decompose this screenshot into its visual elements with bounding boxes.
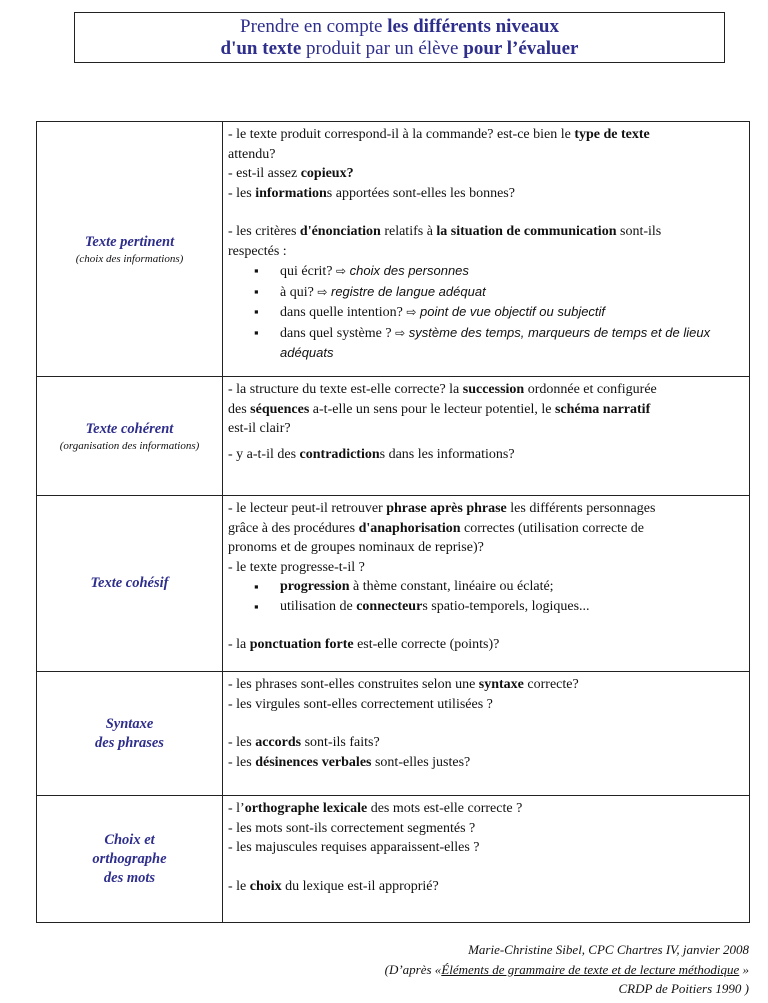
text-run: ordonnée et configurée <box>524 382 657 397</box>
text-run: point de vue objectif ou subjectif <box>416 304 606 319</box>
text-run: produit par un élève <box>301 38 464 59</box>
criterion-title: des phrases <box>95 734 164 751</box>
evaluation-table <box>36 121 750 923</box>
text-run: correcte? <box>523 677 579 692</box>
list-item <box>280 302 743 323</box>
criterion-title: Texte pertinent <box>84 233 175 250</box>
criterion-questions <box>223 496 750 672</box>
text-run: - les phrases sont-elles construites selon une <box>228 677 479 692</box>
criterion-questions <box>223 796 750 923</box>
text-run: - le texte progresse-t-il ? <box>228 559 365 575</box>
criterion-questions <box>223 672 750 796</box>
text-run: sont-elles justes? <box>371 754 471 770</box>
list-item <box>280 323 743 364</box>
bold-text: d'un texte <box>220 38 302 59</box>
text-run: correctes (utilisation correcte de <box>460 520 644 536</box>
text-run: choix des personnes <box>346 263 469 278</box>
bullet-list <box>228 577 743 616</box>
bold-text: d'énonciation <box>299 224 381 239</box>
question-line <box>228 380 743 400</box>
text-run: - les critères <box>228 224 300 239</box>
criterion-title: Texte cohérent <box>85 420 174 437</box>
text-run: respectés : <box>228 243 287 259</box>
text-run: utilisation de <box>280 598 357 614</box>
text-run: est-il clair? <box>228 421 291 436</box>
question-line <box>228 184 743 204</box>
criterion-label <box>37 496 223 672</box>
text-run: système des temps, marqueurs de temps et de lieux adéquats <box>280 324 711 360</box>
text-run: - les majuscules requises apparaissent-elles ? <box>228 840 480 855</box>
text-run: - est-il assez <box>228 166 301 181</box>
list-item <box>280 282 743 303</box>
bold-text: type de texte <box>574 127 650 142</box>
text-run: - les mots sont-ils correctement segmentés ? <box>228 820 476 836</box>
text-run: des mots est-elle correcte ? <box>367 801 523 816</box>
bold-text: syntaxe <box>478 677 524 692</box>
spacer <box>228 858 743 877</box>
question-line <box>228 733 743 753</box>
text-run: dans quel système ? <box>280 325 396 341</box>
text-run: à qui? <box>280 284 318 300</box>
text-run: sont-ils <box>616 224 662 239</box>
list-item <box>280 261 743 282</box>
bold-text: la situation de communication <box>436 224 617 239</box>
question-line <box>228 558 743 578</box>
text-run: - le texte produit correspond-il à la commande? est-ce bien le <box>228 127 575 142</box>
bold-text: désinences verbales <box>255 754 372 770</box>
text-run: grâce à des procédures <box>228 520 359 536</box>
table-row <box>37 377 750 496</box>
question-line <box>228 125 743 145</box>
criterion-questions <box>223 122 750 377</box>
text-run: - les virgules sont-elles correctement utilisées ? <box>228 696 493 712</box>
text-run: - le lecteur peut-il retrouver <box>228 501 387 516</box>
text-run: les différents personnages <box>506 501 656 516</box>
footer-credit <box>385 940 749 999</box>
table-row <box>37 496 750 672</box>
text-run: - les <box>228 185 256 201</box>
bold-text: progression <box>280 579 350 594</box>
spacer <box>228 714 743 733</box>
text-run: relatifs à <box>380 224 437 239</box>
question-line <box>228 799 743 819</box>
text-run: du lexique est-il approprié? <box>281 878 439 894</box>
text-run: s dans les informations? <box>379 446 515 462</box>
title-line-1 <box>75 16 724 38</box>
question-line <box>228 819 743 839</box>
bold-text: pour l’évaluer <box>463 38 579 59</box>
criterion-label <box>37 122 223 377</box>
text-run: à thème constant, linéaire ou éclaté; <box>349 579 554 594</box>
arrow-icon: ⇨ <box>395 325 406 340</box>
text-run: - les <box>228 754 256 770</box>
criterion-subtitle: (organisation des informations) <box>59 439 200 452</box>
title-line-2 <box>75 38 724 60</box>
bold-text: phrase après phrase <box>386 501 507 516</box>
criterion-label <box>37 672 223 796</box>
table-row <box>37 796 750 923</box>
bold-text: séquences <box>250 401 310 417</box>
text-run: sont-ils faits? <box>301 735 380 750</box>
text-run: attendu? <box>228 146 276 162</box>
footer-author: Marie-Christine Sibel, CPC Chartres IV, janvier 2008 <box>468 942 749 957</box>
text-run: a-t-elle un sens pour le lecteur potentiel, le <box>309 401 555 417</box>
criterion-title: des mots <box>103 869 156 886</box>
bold-text: orthographe lexicale <box>244 801 368 816</box>
bold-text: ponctuation forte <box>249 637 354 652</box>
bold-text: schéma narratif <box>554 401 651 417</box>
question-line <box>228 753 743 773</box>
document-title <box>74 12 725 63</box>
bold-text: contradiction <box>299 446 380 462</box>
text-run: - y a-t-il des <box>228 446 300 462</box>
text-run: - l’ <box>228 801 245 816</box>
text-run: des <box>228 401 251 417</box>
text-run: qui écrit? <box>280 264 336 279</box>
text-run: est-elle correcte (points)? <box>353 637 500 652</box>
question-line <box>228 499 743 519</box>
question-line <box>228 519 743 539</box>
table-row <box>37 122 750 377</box>
footer-book-title: Éléments de grammaire de texte et de lecture méthodique <box>441 961 740 977</box>
question-line <box>228 635 743 655</box>
bold-text: d'anaphorisation <box>358 520 461 536</box>
criterion-title: Texte cohésif <box>90 575 169 591</box>
bold-text: copieux? <box>300 166 354 181</box>
question-line <box>228 877 743 897</box>
footer-source <box>385 960 749 980</box>
criterion-title: orthographe <box>92 850 167 867</box>
criterion-label <box>37 796 223 923</box>
bullet-list <box>228 261 743 364</box>
question-line <box>228 222 743 242</box>
question-line <box>228 164 743 184</box>
text-run: - le <box>228 878 250 894</box>
arrow-icon: ⇨ <box>317 284 328 299</box>
footer-source-suffix: » <box>739 961 749 977</box>
question-line <box>228 400 743 420</box>
text-run: Prendre en compte <box>240 16 388 37</box>
question-line <box>228 145 743 165</box>
criterion-label <box>37 377 223 496</box>
bold-text: succession <box>462 382 525 397</box>
text-run: s spatio-temporels, logiques... <box>422 598 590 614</box>
bold-text: accords <box>255 735 302 750</box>
list-item <box>280 577 743 597</box>
question-line <box>228 675 743 695</box>
bold-text: information <box>255 185 327 201</box>
question-line <box>228 419 743 439</box>
bold-text: choix <box>249 878 282 894</box>
text-run: - la <box>228 637 250 652</box>
criterion-questions <box>223 377 750 496</box>
text-run: - la structure du texte est-elle correcte? la <box>228 382 463 397</box>
text-run: pronoms et de groupes nominaux de reprise)? <box>228 540 484 555</box>
bold-text: connecteur <box>356 598 423 614</box>
spacer <box>228 616 743 635</box>
question-line <box>228 838 743 858</box>
text-run: dans quelle intention? <box>280 305 407 320</box>
table-row <box>37 672 750 796</box>
spacer <box>228 203 743 222</box>
criterion-title: Syntaxe <box>105 715 154 732</box>
text-run: registre de langue adéquat <box>327 283 486 299</box>
text-run: - les <box>228 735 256 750</box>
question-line <box>228 538 743 558</box>
bold-text: les différents niveaux <box>387 16 559 37</box>
footer-source-prefix: (D’après « <box>384 961 442 977</box>
list-item <box>280 597 743 617</box>
arrow-icon: ⇨ <box>335 264 347 278</box>
criterion-title: Choix et <box>104 831 155 848</box>
question-line <box>228 695 743 715</box>
criterion-subtitle: (choix des informations) <box>75 252 184 265</box>
arrow-icon: ⇨ <box>406 305 417 319</box>
footer-publisher: CRDP de Poitiers 1990 ) <box>618 981 749 996</box>
question-line <box>228 242 743 262</box>
text-run: s apportées sont-elles les bonnes? <box>326 185 515 201</box>
question-line <box>228 445 743 465</box>
